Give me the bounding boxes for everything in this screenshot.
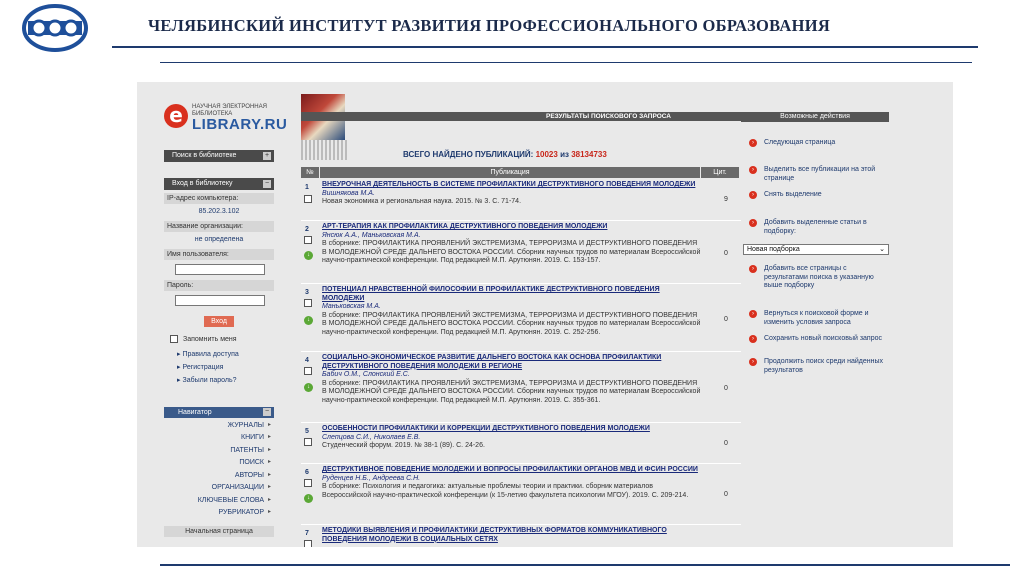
chevron-right-icon: ▸ xyxy=(267,509,271,515)
download-icon[interactable]: ↓ xyxy=(304,251,313,260)
arrow-right-icon: › xyxy=(749,166,757,174)
chevron-right-icon: ▸ xyxy=(267,472,271,478)
collection-select-value: Новая подборка xyxy=(747,246,800,253)
record-body xyxy=(322,354,702,405)
record-body xyxy=(322,527,702,544)
record-authors[interactable]: Маньковская М.А. xyxy=(322,303,381,310)
action-label: Следующая страница xyxy=(764,139,836,146)
record-body xyxy=(322,466,702,500)
record-number: 7 xyxy=(305,530,309,537)
nav-item-label: ОРГАНИЗАЦИИ xyxy=(211,484,264,491)
decorative-stripes xyxy=(301,140,347,160)
record-source: В сборнике: ПРОФИЛАКТИКА ПРОЯВЛЕНИЙ ЭКСТРЕМИЗМА, ТЕРРОРИЗМА И ДЕСТРУКТИВНОГО ПОВЕДЕНИЯ В МОЛОДЕЖНОЙ СРЕДЕ ДАЛЬНЕГО ВОСТОКА РОССИИ. Сборник научных трудов по материалам Всероссийской научно-практической конференции. Под редакцией М.П. Арутюнян. 2019. С. 153-157. xyxy=(322,240,701,264)
record-authors[interactable]: Руденцев Н.Б., Андреева С.Н. xyxy=(322,474,421,482)
elibrary-e-icon: e xyxy=(164,104,188,128)
record-source: В сборнике: Психология и педагогика: актуальные проблемы теории и практики. сборник материалов Всероссийской научно-практической конференции (к 15-летию факультета психологии МГОУ). 2019. С. 209-214. xyxy=(322,483,689,499)
page-title: ЧЕЛЯБИНСКИЙ ИНСТИТУТ РАЗВИТИЯ ПРОФЕССИОНАЛЬНОГО ОБРАЗОВАНИЯ xyxy=(148,16,831,35)
chevron-right-icon: ▸ xyxy=(267,459,271,465)
access-rules-label: Правила доступа xyxy=(182,351,239,358)
record-source: В сборнике: ПРОФИЛАКТИКА ПРОЯВЛЕНИЙ ЭКСТРЕМИЗМА, ТЕРРОРИЗМА И ДЕСТРУКТИВНОГО ПОВЕДЕНИЯ В МОЛОДЕЖНОЙ СРЕДЕ ДАЛЬНЕГО ВОСТОКА РОССИИ. Сборник научных трудов по материалам Всероссийской научно-практической конференции. Под редакцией М.П. Арутюнян. 2019. С. 355-361. xyxy=(322,379,701,404)
table-row xyxy=(301,222,741,284)
action-label: Сохранить новый поисковый запрос xyxy=(764,335,883,342)
record-checkbox[interactable] xyxy=(304,479,312,487)
chevron-down-icon: ⌄ xyxy=(879,246,885,253)
nav-item-authors[interactable] xyxy=(164,470,274,481)
results-header: РЕЗУЛЬТАТЫ ПОИСКОВОГО ЗАПРОСА xyxy=(301,112,741,121)
table-row xyxy=(301,180,741,221)
record-number: 5 xyxy=(305,428,309,435)
record-title[interactable]: МЕТОДИКИ ВЫЯВЛЕНИЯ И ПРОФИЛАКТИКИ ДЕСТРУКТИВНЫХ ФОРМАТОВ КОММУНИКАТИВНОГО ПОВЕДЕНИЯ МОЛОДЕЖИ В СОЦИАЛЬНЫХ СЕТЯХ xyxy=(322,527,667,543)
record-number: 1 xyxy=(305,184,309,191)
chevron-right-icon: ▸ xyxy=(267,497,271,503)
password-label: Пароль: xyxy=(164,280,274,291)
header-rule xyxy=(112,46,978,48)
col-cit-header: Цит. xyxy=(701,167,739,178)
elibrary-screenshot xyxy=(137,82,953,547)
record-body xyxy=(322,181,702,207)
remember-label: Запомнить меня xyxy=(183,336,237,343)
record-authors[interactable]: Янсюк А.А., Маньковская М.А. xyxy=(322,231,421,239)
nav-item-label: КЛЮЧЕВЫЕ СЛОВА xyxy=(197,497,264,504)
record-title[interactable]: ОСОБЕННОСТИ ПРОФИЛАКТИКИ И КОРРЕКЦИИ ДЕСТРУКТИВНОГО ПОВЕДЕНИЯ МОЛОДЕЖИ xyxy=(322,425,650,432)
nav-item-search[interactable] xyxy=(164,457,274,468)
total-found-count: 10023 xyxy=(535,150,558,159)
record-body xyxy=(322,223,702,266)
home-link[interactable]: Начальная страница xyxy=(164,526,274,537)
search-library-label: Поиск в библиотеке xyxy=(172,152,237,159)
chevron-right-icon: ▸ xyxy=(267,484,271,490)
table-row xyxy=(301,285,741,352)
record-source: Студенческий форум. 2019. № 38-1 (89). С. 24-26. xyxy=(322,442,485,449)
collection-select[interactable] xyxy=(743,244,889,255)
arrow-right-icon: › xyxy=(749,139,757,147)
arrow-right-icon: › xyxy=(749,335,757,343)
record-checkbox[interactable] xyxy=(304,236,312,244)
col-num-header: № xyxy=(301,167,319,178)
nav-item-books[interactable] xyxy=(164,432,274,443)
username-label: Имя пользователя: xyxy=(164,249,274,260)
login-button[interactable]: Вход xyxy=(204,316,234,327)
col-pub-header: Публикация xyxy=(320,167,700,178)
record-checkbox[interactable] xyxy=(304,540,312,547)
record-checkbox[interactable] xyxy=(304,299,312,307)
record-authors[interactable]: Слепцова С.И., Николаев Е.В. xyxy=(322,433,421,441)
institute-logo-icon xyxy=(22,4,88,52)
remember-checkbox[interactable] xyxy=(170,335,178,343)
chevron-right-icon: ▸ xyxy=(267,447,271,453)
arrow-right-icon: › xyxy=(749,310,757,318)
record-body xyxy=(322,425,702,451)
record-authors[interactable]: Бабич О.М., Слонский Е.С. xyxy=(322,371,410,378)
record-body xyxy=(322,286,702,337)
nav-item-journals[interactable] xyxy=(164,420,274,431)
record-title[interactable]: ДЕСТРУКТИВНОЕ ПОВЕДЕНИЕ МОЛОДЕЖИ И ВОПРОСЫ ПРОФИЛАКТИКИ ОРГАНОВ МВД И ФСИН РОССИИ xyxy=(322,466,698,473)
record-title[interactable]: СОЦИАЛЬНО-ЭКОНОМИЧЕСКОЕ РАЗВИТИЕ ДАЛЬНЕГО ВОСТОКА КАК ОСНОВА ПРОФИЛАКТИКИ ДЕСТРУКТИВНОГО ПОВЕДЕНИЯ МОЛОДЕЖИ В РЕГИОНЕ xyxy=(322,354,662,370)
record-checkbox[interactable] xyxy=(304,438,312,446)
arrow-right-icon: › xyxy=(749,358,757,366)
login-header-label: Вход в библиотеку xyxy=(172,180,233,187)
download-icon[interactable]: ↓ xyxy=(304,494,313,503)
record-number: 2 xyxy=(305,226,309,233)
record-number: 3 xyxy=(305,289,309,296)
org-value: не определена xyxy=(194,236,244,243)
action-label: Добавить выделенные статьи в подборку: xyxy=(764,219,867,235)
download-icon[interactable]: ↓ xyxy=(304,316,313,325)
record-number: 6 xyxy=(305,469,309,476)
record-title[interactable]: АРТ-ТЕРАПИЯ КАК ПРОФИЛАКТИКА ДЕСТРУКТИВНОГО ПОВЕДЕНИЯ МОЛОДЕЖИ xyxy=(322,223,608,230)
access-rules-link[interactable]: ▸ Правила доступа xyxy=(177,351,239,358)
expand-icon[interactable]: + xyxy=(264,152,270,159)
login-header[interactable] xyxy=(164,178,274,190)
table-row xyxy=(301,424,741,464)
username-input[interactable] xyxy=(175,264,265,275)
nav-item-label: ПАТЕНТЫ xyxy=(230,447,264,454)
register-link[interactable]: ▸ Регистрация xyxy=(177,364,224,371)
ip-label: IP-адрес компьютера: xyxy=(164,193,274,204)
nav-item-patents[interactable] xyxy=(164,445,274,456)
record-checkbox[interactable] xyxy=(304,195,312,203)
record-citations: 0 xyxy=(724,440,728,447)
forgot-password-link[interactable]: ▸ Забыли пароль? xyxy=(177,377,237,384)
record-citations: 0 xyxy=(724,385,728,392)
search-library-header[interactable] xyxy=(164,150,274,162)
total-of: из xyxy=(560,150,569,159)
collapse-icon[interactable]: − xyxy=(264,180,270,187)
action-label: Добавить все страницы с результатами поиска в указанную выше подборку xyxy=(764,265,874,289)
nav-item-label: ЖУРНАЛЫ xyxy=(227,422,264,429)
record-citations: 0 xyxy=(724,491,728,498)
table-row xyxy=(301,353,741,423)
action-label: Вернуться к поисковой форме и изменить условия запроса xyxy=(764,310,869,326)
elibrary-logo-name: LIBRARY.RU xyxy=(192,116,288,133)
chevron-right-icon: ▸ xyxy=(267,434,271,440)
arrow-right-icon: › xyxy=(749,219,757,227)
table-row xyxy=(301,526,741,547)
navigator-header[interactable] xyxy=(164,407,274,418)
ip-value: 85.202.3.102 xyxy=(198,208,240,215)
table-row xyxy=(301,465,741,525)
org-label: Название организации: xyxy=(164,221,274,232)
record-title[interactable]: ВНЕУРОЧНАЯ ДЕЯТЕЛЬНОСТЬ В СИСТЕМЕ ПРОФИЛАКТИКИ ДЕСТРУКТИВНОГО ПОВЕДЕНИЯ МОЛОДЕЖИ xyxy=(322,181,696,188)
arrow-right-icon: › xyxy=(749,265,757,273)
record-authors[interactable]: Вишнякова М.А. xyxy=(322,189,375,197)
download-icon[interactable]: ↓ xyxy=(304,383,313,392)
password-input[interactable] xyxy=(175,295,265,306)
record-citations: 0 xyxy=(724,316,728,323)
record-citations: 0 xyxy=(724,250,728,257)
forgot-password-label: Забыли пароль? xyxy=(182,377,237,384)
register-label: Регистрация xyxy=(182,364,224,371)
elibrary-logo-sub: НАУЧНАЯ ЭЛЕКТРОННАЯ БИБЛИОТЕКА xyxy=(192,104,267,117)
nav-item-organizations[interactable] xyxy=(164,482,274,493)
action-label: Снять выделение xyxy=(764,191,822,198)
header-rule-thin xyxy=(160,62,972,63)
actions-header: Возможные действия xyxy=(741,112,889,122)
collapse-icon[interactable]: − xyxy=(264,408,270,415)
nav-item-label: АВТОРЫ xyxy=(234,472,264,479)
arrow-right-icon: › xyxy=(749,191,757,199)
record-title[interactable]: ПОТЕНЦИАЛ НРАВСТВЕННОЙ ФИЛОСОФИИ В ПРОФИЛАКТИКЕ ДЕСТРУКТИВНОГО ПОВЕДЕНИЯ МОЛОДЕЖИ xyxy=(322,286,660,302)
record-source: Новая экономика и региональная наука. 2015. № 3. С. 71-74. xyxy=(322,198,522,205)
action-label: Выделить все публикации на этой странице xyxy=(764,166,876,182)
nav-item-label: РУБРИКАТОР xyxy=(218,509,264,516)
nav-item-keywords[interactable] xyxy=(164,495,274,506)
footer-rule xyxy=(160,564,1010,566)
chevron-right-icon: ▸ xyxy=(267,422,271,428)
total-found xyxy=(403,150,607,159)
record-citations: 9 xyxy=(724,196,728,203)
nav-item-label: КНИГИ xyxy=(241,434,264,441)
total-prefix: ВСЕГО НАЙДЕНО ПУБЛИКАЦИЙ: xyxy=(403,150,534,159)
record-checkbox[interactable] xyxy=(304,367,312,375)
nav-item-label: ПОИСК xyxy=(239,459,264,466)
nav-item-rubricator[interactable] xyxy=(164,507,274,518)
record-source: В сборнике: ПРОФИЛАКТИКА ПРОЯВЛЕНИЙ ЭКСТРЕМИЗМА, ТЕРРОРИЗМА И ДЕСТРУКТИВНОГО ПОВЕДЕНИЯ В МОЛОДЕЖНОЙ СРЕДЕ ДАЛЬНЕГО ВОСТОКА РОССИИ. Сборник научных трудов по материалам Всероссийской научно-практической конференции. Под редакцией М.П. Арутюнян. 2019. С. 252-256. xyxy=(322,311,701,336)
total-all-count: 38134733 xyxy=(571,150,607,159)
elibrary-logo[interactable] xyxy=(164,103,288,133)
record-number: 4 xyxy=(305,357,309,364)
action-label: Продолжить поиск среди найденных результатов xyxy=(764,358,884,374)
navigator-label: Навигатор xyxy=(178,409,212,416)
